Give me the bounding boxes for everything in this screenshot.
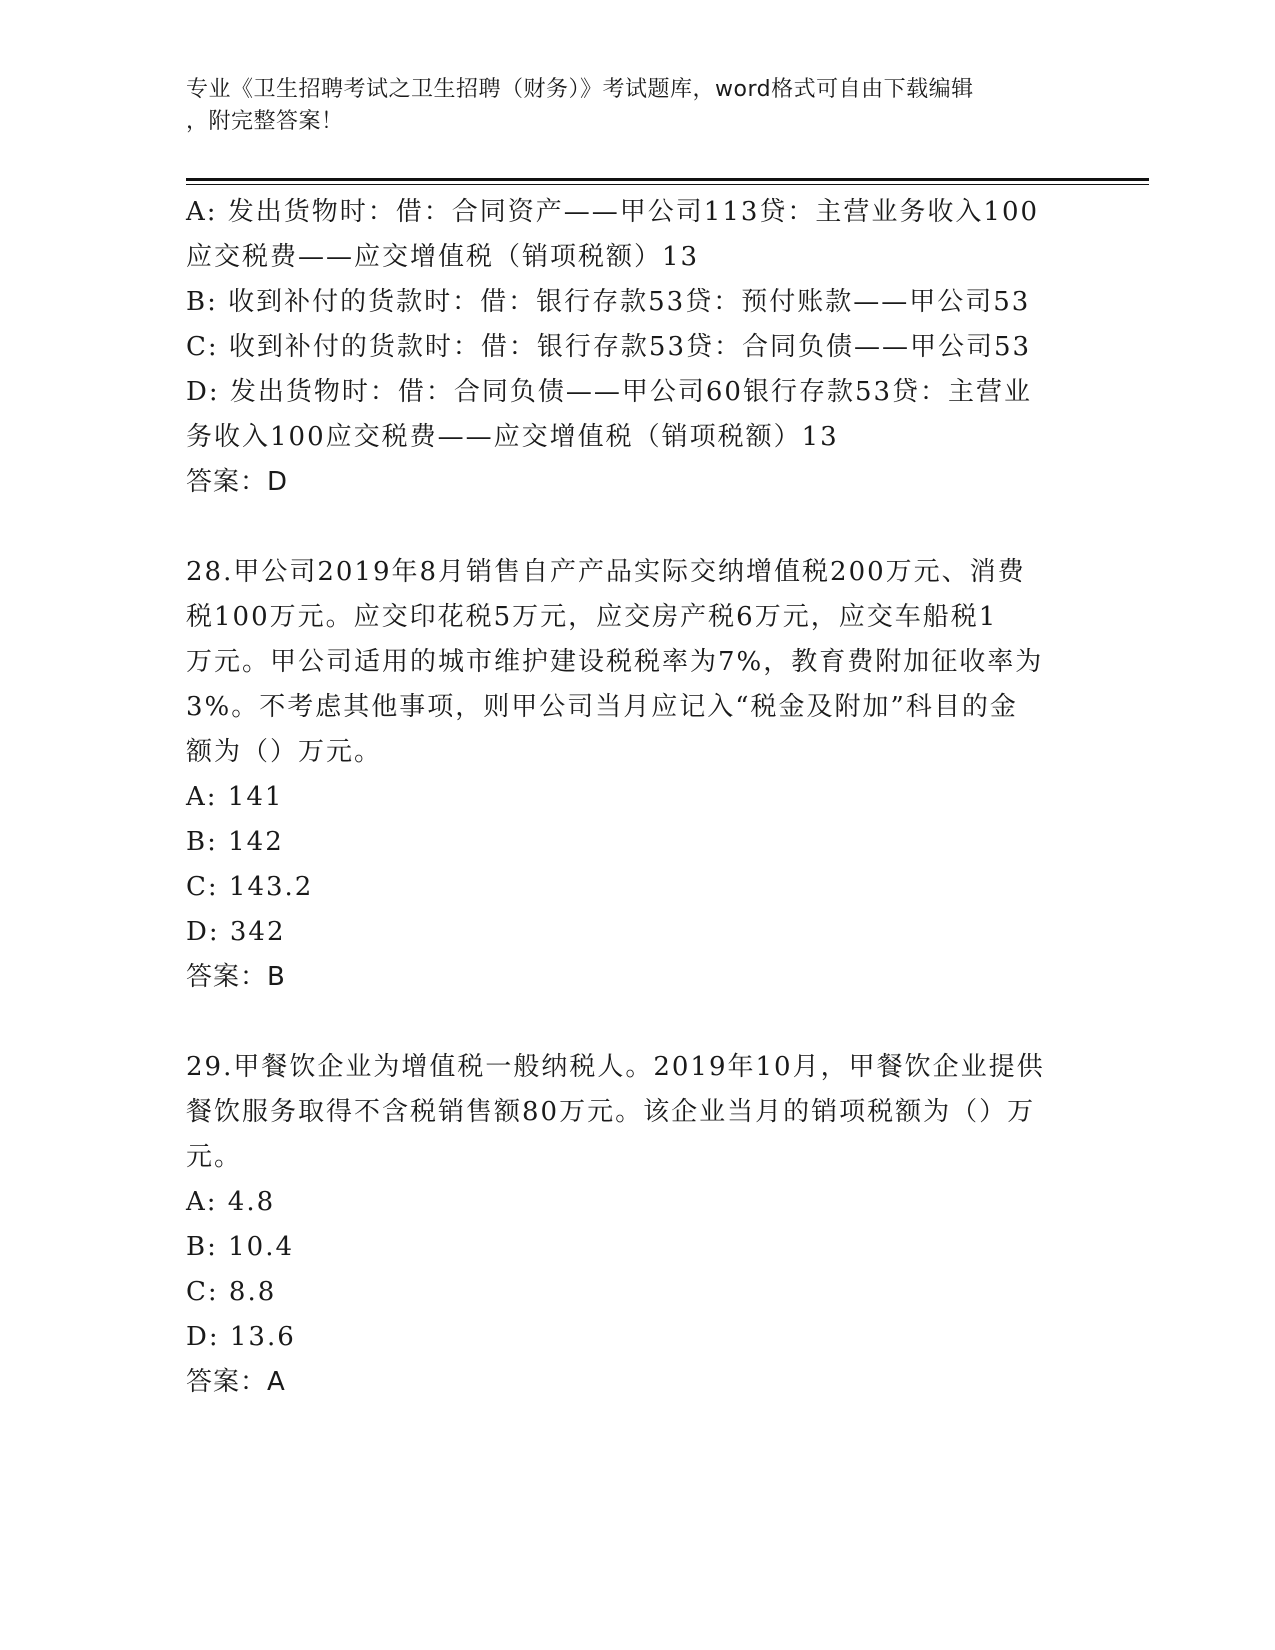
document-body [186, 190, 1076, 1405]
answer-label: 答案：D [186, 467, 289, 497]
option-a: A: 141 [186, 782, 284, 812]
page-header [186, 74, 1066, 138]
question-28 [186, 550, 1076, 1000]
question-29 [186, 1045, 1076, 1405]
question-stem-line: 元。 [186, 1142, 243, 1172]
option-d: D: 342 [186, 917, 286, 947]
option-c: C: 8.8 [186, 1277, 277, 1307]
answer-label: 答案：B [186, 962, 286, 992]
option-line: 务收入100应交税费——应交增值税（销项税额）13 [186, 422, 839, 452]
option-b: B: 10.4 [186, 1232, 295, 1262]
question-stem-line: 餐饮服务取得不含税销售额80万元。该企业当月的销项税额为（）万 [186, 1097, 1036, 1127]
header-rule-thick [186, 178, 1149, 181]
question-stem-line: 额为（）万元。 [186, 737, 383, 767]
question-stem-line: 万元。甲公司适用的城市维护建设税税率为7%，教育费附加征收率为 [186, 647, 1044, 677]
option-b: B: 142 [186, 827, 284, 857]
option-line: 应交税费——应交增值税（销项税额）13 [186, 242, 700, 272]
answer-label: 答案：A [186, 1367, 286, 1397]
option-d: D: 13.6 [186, 1322, 296, 1352]
question-stem-line: 3%。不考虑其他事项，则甲公司当月应记入“税金及附加”科目的金 [186, 692, 1018, 722]
option-c: C: 143.2 [186, 872, 314, 902]
option-line: C: 收到补付的货款时：借：银行存款53贷：合同负债——甲公司53 [186, 332, 1032, 362]
header-line-1: 专业《卫生招聘考试之卫生招聘（财务）》考试题库，word格式可自由下载编辑 [186, 77, 974, 102]
option-line: A: 发出货物时：借：合同资产——甲公司113贷：主营业务收入100 [186, 197, 1040, 227]
spacer [186, 1000, 1076, 1045]
spacer [186, 505, 1076, 550]
question-stem-line: 29.甲餐饮企业为增值税一般纳税人。2019年10月，甲餐饮企业提供 [186, 1052, 1045, 1082]
header-rule-thin [186, 184, 1149, 185]
header-line-2: ，附完整答案！ [186, 109, 344, 134]
option-line: D: 发出货物时：借：合同负债——甲公司60银行存款53贷：主营业 [186, 377, 1033, 407]
question-27-options [186, 190, 1076, 505]
question-stem-line: 28.甲公司2019年8月销售自产产品实际交纳增值税200万元、消费 [186, 557, 1026, 587]
option-line: B: 收到补付的货款时：借：银行存款53贷：预付账款——甲公司53 [186, 287, 1031, 317]
question-stem-line: 税100万元。应交印花税5万元，应交房产税6万元，应交车船税1 [186, 602, 998, 632]
option-a: A: 4.8 [186, 1187, 276, 1217]
